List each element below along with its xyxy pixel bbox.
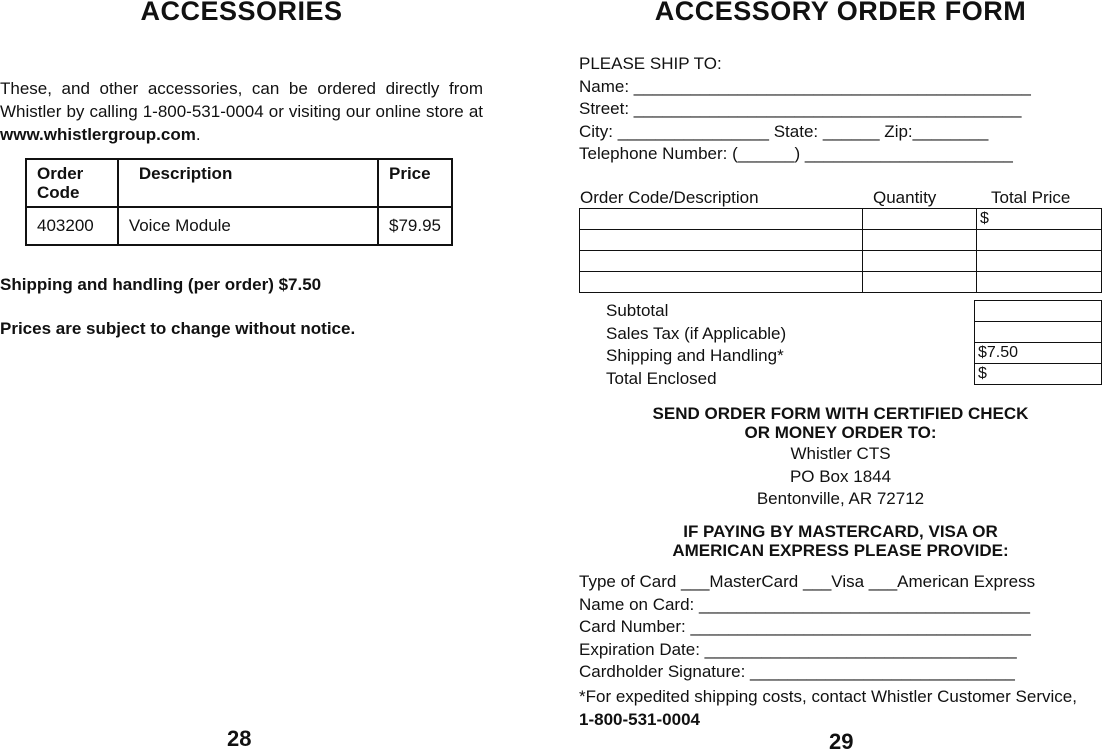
page-number-left: 28 — [227, 726, 252, 751]
address-line-3: Bentonville, AR 72712 — [756, 489, 925, 508]
order-header-quantity: Quantity — [873, 188, 937, 207]
order-row[interactable] — [580, 272, 1102, 293]
order-row[interactable] — [580, 230, 1102, 251]
left-page-title: ACCESSORIES — [140, 0, 343, 26]
sales-tax-value[interactable] — [975, 322, 1102, 343]
total-enclosed-value[interactable]: $ — [975, 364, 1102, 385]
page-number-right: 29 — [829, 729, 854, 754]
send-to-block — [579, 404, 1102, 442]
order-row[interactable] — [580, 251, 1102, 272]
order-cell-description[interactable] — [580, 251, 863, 272]
cell-price: $79.95 — [378, 207, 452, 245]
subtotal-value[interactable] — [975, 301, 1102, 322]
cell-order-code: 403200 — [26, 207, 118, 245]
order-cell-quantity[interactable] — [863, 272, 977, 293]
signature-field[interactable]: Cardholder Signature: ____________________________ — [579, 662, 1015, 681]
shipping-note: Shipping and handling (per order) $7.50 — [0, 275, 322, 294]
shipping-label: Shipping and Handling* — [606, 346, 784, 365]
intro-text: These, and other accessories, can be ordered directly from Whistler by calling 1-800-531-0004 or visiting our online store at — [0, 79, 483, 121]
order-header-total: Total Price — [991, 188, 1071, 207]
intro-paragraph — [0, 77, 483, 146]
order-header-code: Order Code/Description — [580, 188, 759, 207]
cell-description: Voice Module — [118, 207, 378, 245]
mailing-address — [579, 443, 1102, 511]
address-line-1: Whistler CTS — [790, 444, 891, 463]
total-enclosed-label: Total Enclosed — [606, 368, 717, 388]
card-number-field[interactable]: Card Number: ____________________________________ — [579, 617, 1031, 636]
expedite-note — [579, 685, 1079, 731]
shipping-value: $7.50 — [975, 343, 1102, 364]
order-cell-total[interactable] — [977, 272, 1102, 293]
expedite-text: *For expedited shipping costs, contact Whistler Customer Service, — [579, 687, 1077, 706]
website-link[interactable]: www.whistlergroup.com — [0, 125, 196, 144]
name-field[interactable]: Name: __________________________________________ — [579, 76, 1031, 96]
card-heading-2: AMERICAN EXPRESS PLEASE PROVIDE: — [672, 541, 1009, 560]
table-row — [26, 207, 452, 245]
order-cell-quantity[interactable] — [863, 209, 977, 230]
street-field[interactable]: Street: _________________________________________ — [579, 99, 1022, 118]
order-cell-total[interactable] — [977, 230, 1102, 251]
send-heading-1: SEND ORDER FORM WITH CERTIFIED CHECK — [652, 404, 1029, 423]
order-table — [579, 208, 1102, 293]
city-state-zip-field[interactable]: City: ________________ State: ______ Zip:________ — [579, 121, 989, 141]
card-heading-1: IF PAYING BY MASTERCARD, VISA OR — [683, 522, 998, 541]
card-type-field[interactable]: Type of Card ___MasterCard ___Visa ___American Express — [579, 572, 1036, 591]
card-heading — [579, 522, 1102, 560]
order-cell-description[interactable] — [580, 272, 863, 293]
order-cell-total[interactable]: $ — [977, 209, 1102, 230]
address-line-2: PO Box 1844 — [789, 466, 892, 486]
name-on-card-field[interactable]: Name on Card: ___________________________________ — [579, 594, 1030, 614]
subtotal-label: Subtotal — [606, 301, 669, 320]
order-cell-description[interactable] — [580, 209, 863, 230]
header-price: Price — [378, 159, 452, 207]
sales-tax-label: Sales Tax (if Applicable) — [606, 323, 787, 343]
ship-to-block — [579, 53, 1031, 166]
order-cell-description[interactable] — [580, 230, 863, 251]
order-row[interactable] — [580, 209, 1102, 230]
intro-end: . — [195, 125, 201, 144]
ship-to-heading: PLEASE SHIP TO: — [579, 54, 722, 73]
totals-table — [974, 300, 1102, 385]
price-note: Prices are subject to change without notice. — [0, 319, 356, 338]
right-page-title: ACCESSORY ORDER FORM — [654, 0, 1027, 26]
totals-labels — [606, 300, 786, 390]
header-order-code: Order Code — [26, 159, 118, 207]
order-cell-total[interactable] — [977, 251, 1102, 272]
header-description: Description — [118, 159, 378, 207]
accessories-table — [25, 158, 453, 246]
order-cell-quantity[interactable] — [863, 230, 977, 251]
send-heading-2: OR MONEY ORDER TO: — [744, 423, 937, 442]
customer-service-phone: 1-800-531-0004 — [579, 710, 700, 729]
order-cell-quantity[interactable] — [863, 251, 977, 272]
card-info-block — [579, 571, 1035, 684]
table-header-row — [26, 159, 452, 207]
telephone-field[interactable]: Telephone Number: (______) ______________________ — [579, 144, 1013, 163]
expiration-field[interactable]: Expiration Date: _________________________________ — [579, 639, 1017, 659]
